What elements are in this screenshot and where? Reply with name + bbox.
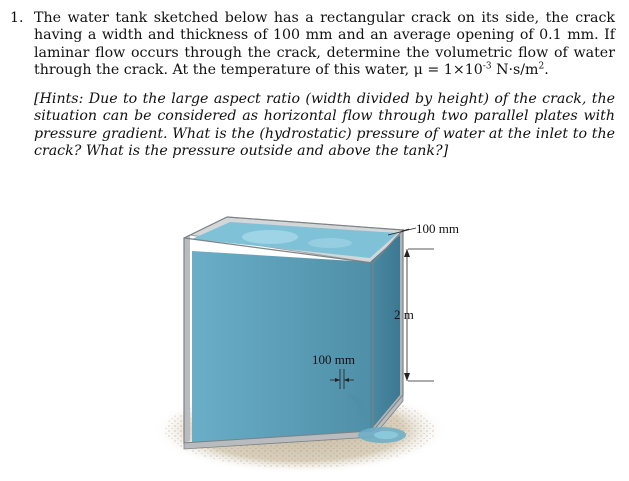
statement-unit: N·s/m [491,61,539,78]
tank-figure [150,205,490,477]
hints-text: [Hints: Due to the large aspect ratio (width divided by height) of the crack, the situation can be considered as horizontal flow through two parallel plates with pressure gradient. What is the (hydrostatic) pressure of water at the inlet to the crack? What is the pressure outside and above the tank?] [34,91,615,160]
problem-statement [34,10,615,79]
statement-text: The water tank sketched below has a rectangular crack on its side, the crack having a width and thickness of 100 mm and an average opening of 0.1 mm. If laminar flow occurs through the crack, determine the volumetric flow of water through the crack. At the temperature of this water, μ = 1×10 [34,10,615,78]
exponent-unit: 2 [538,61,545,72]
statement-end: . [544,61,549,78]
exponent: -3 [482,61,492,72]
label-crack: 100 mm [312,352,355,367]
problem-number: 1. [10,10,24,26]
water-front [192,251,370,443]
problem-block [10,10,615,160]
tank-illustration [150,205,490,477]
label-top-width: 100 mm [416,221,459,236]
label-height: 2 m [394,307,414,322]
tank-left-wall [184,235,190,443]
